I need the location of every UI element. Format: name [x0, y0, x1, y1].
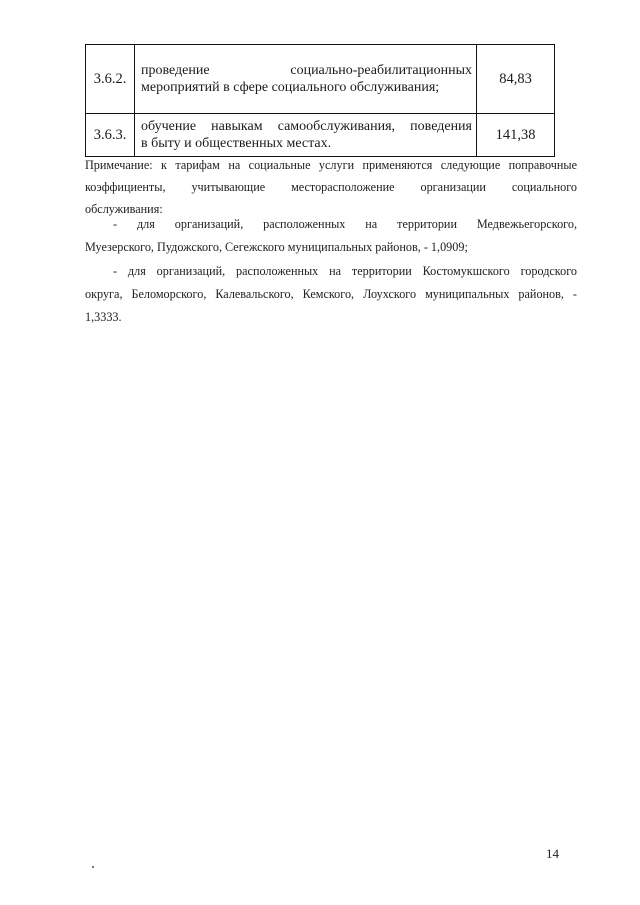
note-paragraph [85, 157, 577, 217]
note-line: обслуживания: [85, 202, 163, 216]
item-number: 3.6.2. [86, 45, 135, 114]
note-paragraph [85, 216, 577, 255]
description-line: проведение социально-реабилитационных [141, 63, 472, 78]
note-line: - для организаций, расположенных на территории Медвежьегорского, [113, 217, 577, 231]
note-line: - для организаций, расположенных на территории Костомукшского городского [113, 264, 577, 278]
note-line: Примечание: к тарифам на социальные услуги применяются следующие поправочные [85, 158, 577, 172]
page-number: 14 [546, 846, 559, 861]
description-line: мероприятий в сфере социального обслуживания; [141, 80, 440, 95]
note-line: 1,3333. [85, 310, 122, 324]
scan-speck [92, 866, 94, 868]
item-description [135, 114, 477, 157]
description-line: обучение навыкам самообслуживания, поведения [141, 119, 472, 134]
note-line: коэффициенты, учитывающие месторасположение организации социального [85, 180, 577, 194]
table-row [86, 114, 555, 157]
note-line: округа, Беломорского, Калевальского, Кемского, Лоухского муниципальных районов, - [85, 287, 577, 301]
item-price: 141,38 [477, 114, 555, 157]
item-description [135, 45, 477, 114]
item-price: 84,83 [477, 45, 555, 114]
item-number: 3.6.3. [86, 114, 135, 157]
table-row [86, 45, 555, 114]
description-line: в быту и общественных местах. [141, 136, 332, 151]
note-paragraph [85, 263, 577, 325]
tariffs-table [85, 44, 555, 157]
note-line: Муезерского, Пудожского, Сегежского муниципальных районов, - 1,0909; [85, 240, 468, 254]
